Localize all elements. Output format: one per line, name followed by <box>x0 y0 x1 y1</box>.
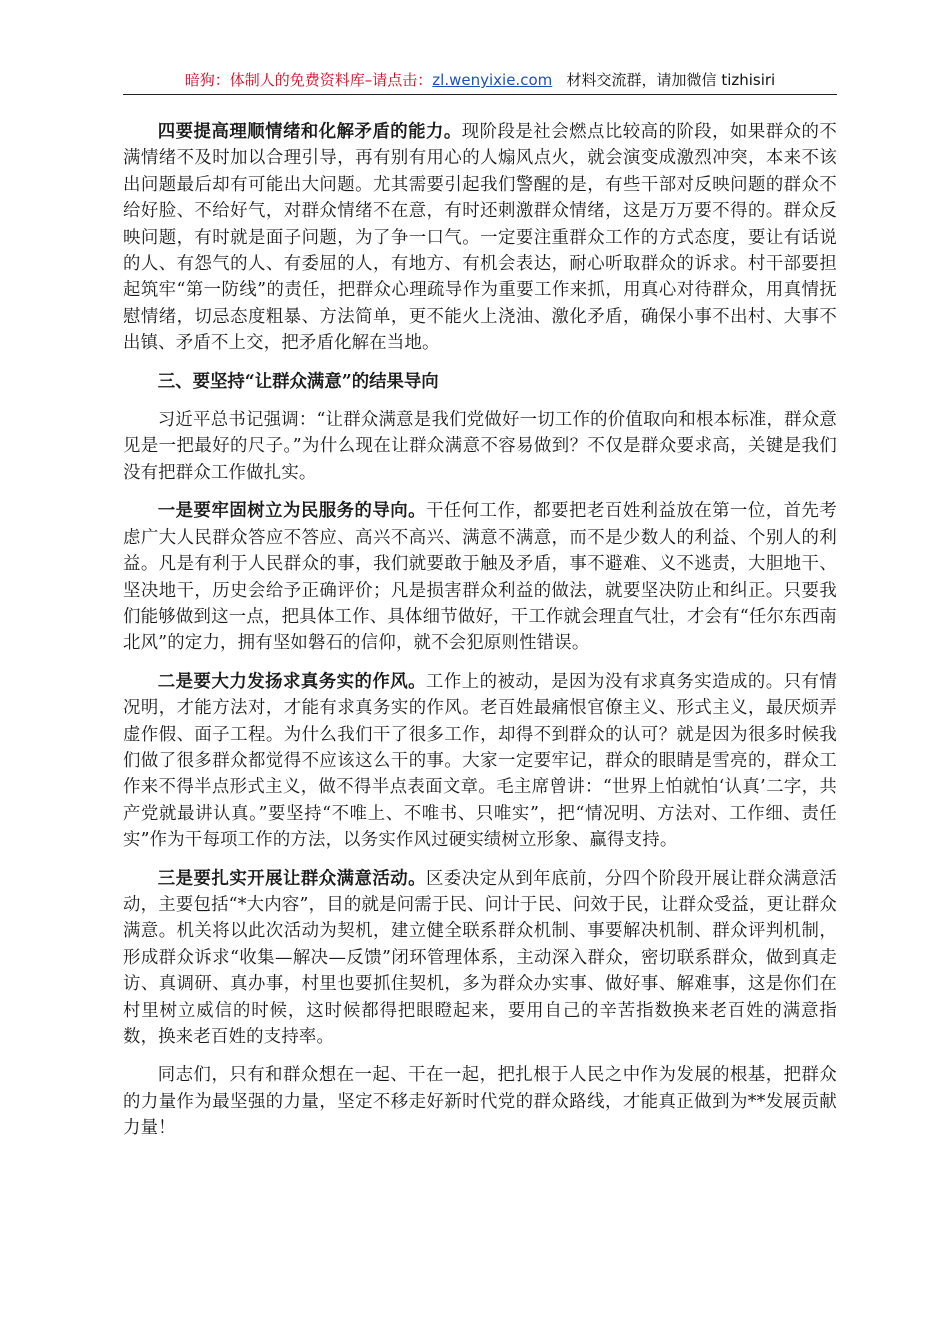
paragraph-text: 习近平总书记强调：“让群众满意是我们党做好一切工作的价值取向和根本标准，群众意见是一把最好的尺子。”为什么现在让群众满意不容易做到？不仅是群众要求高，关键是我们没有把群众工作做扎实。 <box>123 410 837 483</box>
section-heading: 三、要坚持“让群众满意”的结果导向 <box>157 371 439 392</box>
paragraph-text: 区委决定从到年底前，分四个阶段开展让群众满意活动，主要包括“*大内容”，目的就是问需于民、问计于民、问效于民，让群众受益，更让群众满意。机关将以此次活动为契机，建立健全联系群众机制、事要解决机制、群众评判机制，形成群众诉求“收集—解决—反馈”闭环管理体系，主动深入群众，密切联系群众，做到真走访、真调研、真办事，村里也要抓住契机，多为群众办实事、做好事、解难事，这是你们在村里树立威信的时候，这时候都得把眼瞪起来，要用自己的辛苦指数换来老百姓的满意指数，换来老百姓的支持率。 <box>123 868 837 1047</box>
paragraph-5 <box>123 669 837 854</box>
paragraph-7 <box>123 1062 837 1141</box>
group-note: 材料交流群，请加微信 tizhisiri <box>566 71 776 89</box>
site-label: 暗狗：体制人的免费资料库 <box>184 71 365 89</box>
document-body <box>123 119 837 1154</box>
paragraph-lead: 四要提高理顺情绪和化解矛盾的能力。 <box>157 122 462 142</box>
paragraph-4 <box>123 498 837 656</box>
click-label: –请点击： <box>364 71 433 89</box>
paragraph-lead: 一是要牢固树立为民服务的导向。 <box>157 501 427 522</box>
paragraph-text: 现阶段是社会燃点比较高的阶段，如果群众的不满情绪不及时加以合理引导，再有别有用心的人煽风点火，就会演变成激烈冲突，本来不该出问题最后却有可能出大问题。尤其需要引起我们警醒的是，有些干部对反映问题的群众不给好脸、不给好气，对群众情绪不在意，有时还刺激群众情绪，这是万万要不得的。群众反映问题，有时就是面子问题，为了争一口气。一定要注重群众工作的方式态度，要让有话说的人、有怨气的人、有委屈的人，有地方、有机会表达，耐心听取群众的诉求。村干部要担起筑牢“第一防线”的责任，把群众心理疏导作为重要工作来抓，用真心对待群众，用真情抚慰情绪，切忌态度粗暴、方法简单，更不能火上浇油、激化矛盾，确保小事不出村、大事不出镇、矛盾不上交，把矛盾化解在当地。 <box>123 122 837 354</box>
paragraph-text: 工作上的被动，是因为没有求真务实造成的。只有情况明，才能方法对，才能有求真务实的作风。老百姓最痛恨官僚主义、形式主义，最厌烦弄虚作假、面子工程。为什么我们干了很多工作，却得不到群众的认可？就是因为很多时候我们做了很多群众都觉得不应该这么干的事。大家一定要牢记，群众的眼睛是雪亮的，群众工作来不得半点形式主义，做不得半点表面文章。毛主席曾讲：“世界上怕就怕‘认真’二字，共产党就最讲认真。”要坚持“不唯上、不唯书、只唯实”，把“情况明、方法对、工作细、责任实”作为干每项工作的方法，以务实作风过硬实绩树立形象、赢得支持。 <box>123 671 837 851</box>
paragraph-6 <box>123 866 837 1051</box>
paragraph-text: 同志们，只有和群众想在一起、干在一起，把扎根于人民之中作为发展的根基，把群众的力量作为最坚强的力量，坚定不移走好新时代党的群众路线，才能真正做到为**发展贡献力量！ <box>123 1065 837 1139</box>
paragraph-lead: 二是要大力发扬求真务实的作风。 <box>157 671 427 692</box>
paragraph-text: 干任何工作，都要把老百姓利益放在第一位，首先考虑广大人民群众答应不答应、高兴不高兴、满意不满意，而不是少数人的利益、个别人的利益。凡是有利于人民群众的事，我们就要敢于触及矛盾，事不避难、义不逃责，大胆地干、坚决地干，历史会给予正确评价；凡是损害群众利益的做法，就要坚决防止和纠正。只要我们能够做到这一点，把具体工作、具体细节做好，干工作就会理直气壮，才会有“任尔东西南北风”的定力，拥有坚如磐石的信仰，就不会犯原则性错误。 <box>123 501 837 654</box>
paragraph-lead: 三是要扎实开展让群众满意活动。 <box>157 868 427 889</box>
paragraph-3 <box>123 407 837 486</box>
site-link[interactable]: zl.wenyixie.com <box>432 71 553 89</box>
paragraph-1 <box>123 119 837 357</box>
page-header <box>123 68 837 95</box>
